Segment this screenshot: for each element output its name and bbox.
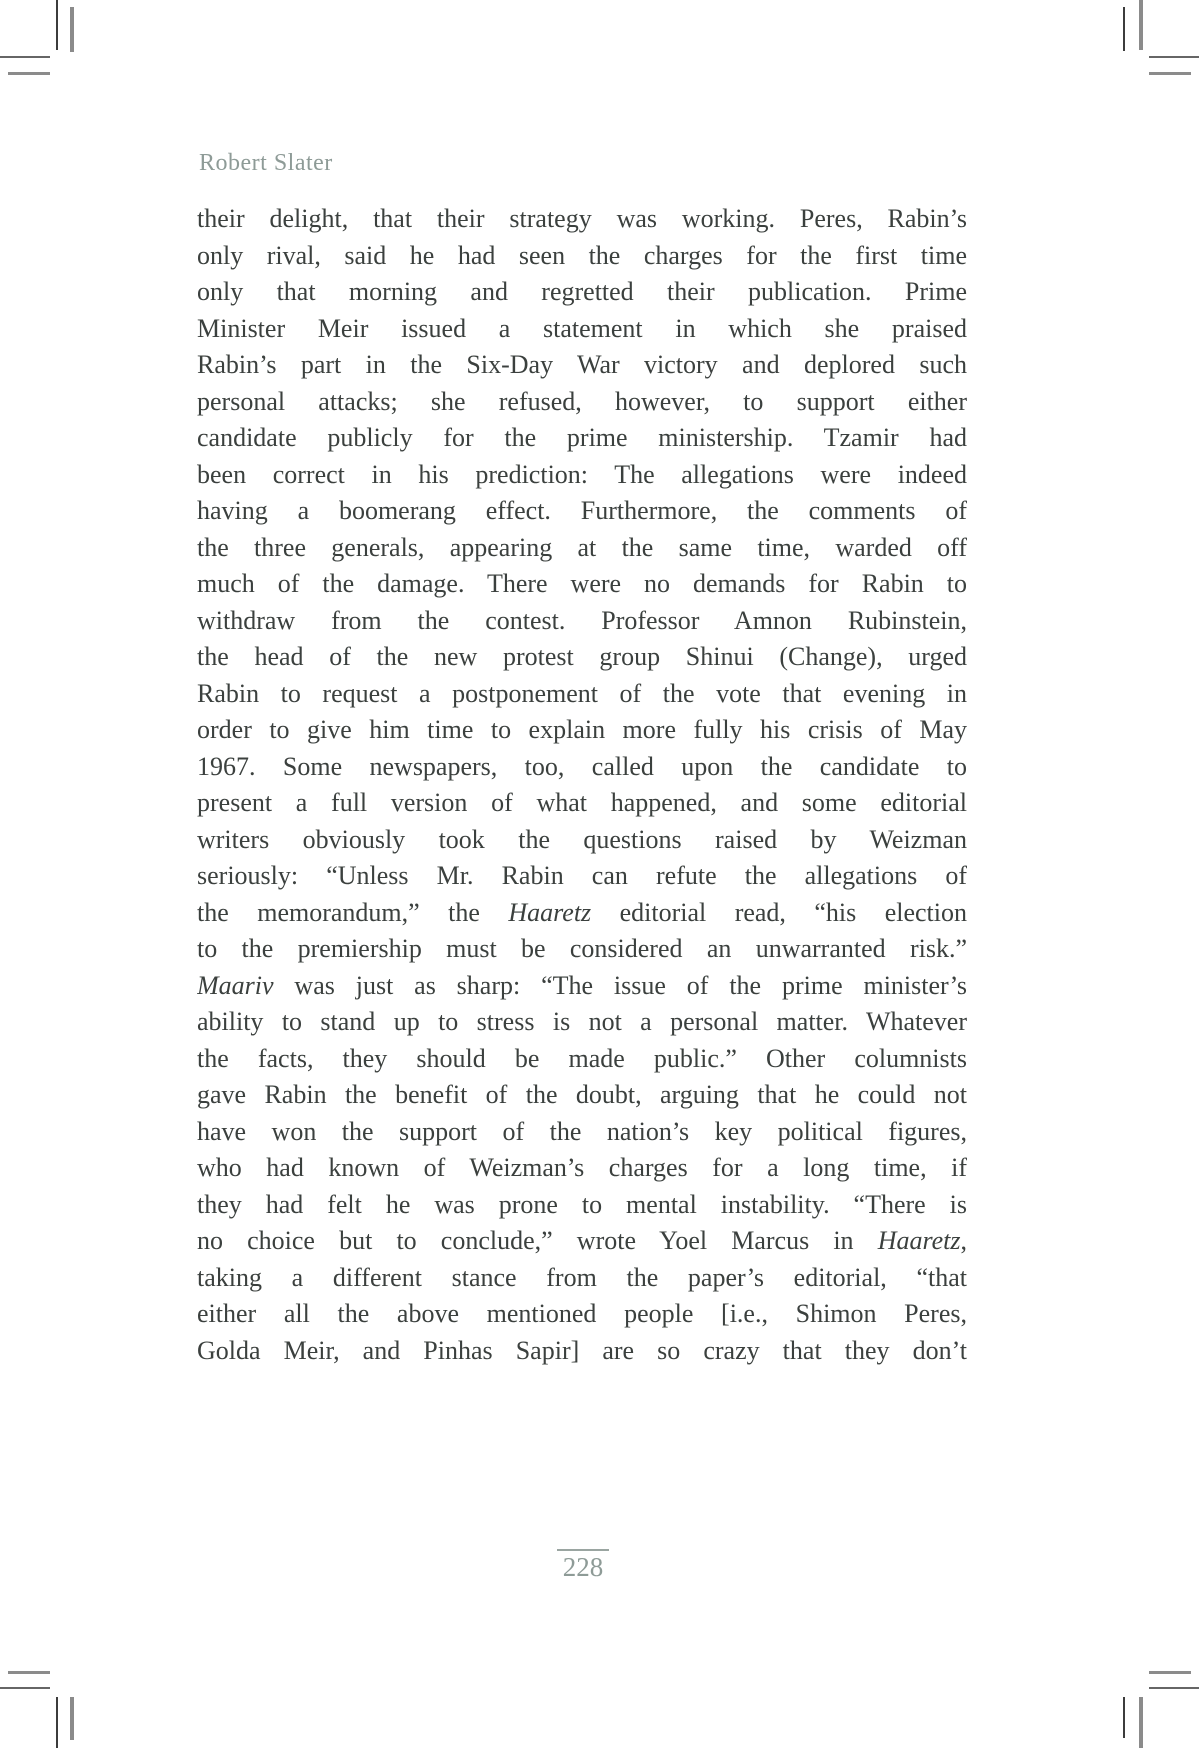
text-line: have won the support of the nation’s key political figures, (197, 1116, 967, 1146)
text-line: Maariv was just as sharp: “The issue of the prime minister’s (197, 970, 967, 1000)
crop-mark-bottom-left-horizontal-outer (0, 1687, 50, 1689)
text-line: gave Rabin the benefit of the doubt, arguing that he could not (197, 1080, 967, 1109)
crop-mark-bottom-left-vertical-inner (56, 1697, 58, 1748)
crop-mark-top-right-vertical-outer (1139, 0, 1143, 50)
footer-rule (557, 1549, 609, 1551)
page-number: 228 (562, 1552, 604, 1582)
text-line: their delight, that their strategy was working. Peres, Rabin’s (197, 204, 967, 233)
text-line: they had felt he was prone to mental instability. “There is (197, 1189, 967, 1219)
text-line: Minister Meir issued a statement in which she praised (197, 313, 967, 343)
crop-mark-bottom-right-horizontal-outer (1149, 1687, 1199, 1689)
text-line: taking a different stance from the paper’s editorial, “that (197, 1262, 967, 1292)
crop-mark-bottom-right-vertical-outer (1139, 1697, 1143, 1748)
page-footer (555, 1549, 611, 1582)
text-line: the facts, they should be made public.” Other columnists (197, 1043, 967, 1073)
crop-mark-top-right-horizontal-outer (1149, 56, 1199, 58)
text-line: only rival, said he had seen the charges for the first time (197, 240, 967, 270)
text-line: either all the above mentioned people [i.e., Shimon Peres, (197, 1299, 967, 1328)
text-line: present a full version of what happened, and some editorial (197, 788, 967, 817)
body-text (197, 201, 967, 1369)
text-line: been correct in his prediction: The allegations were indeed (197, 459, 967, 489)
text-line: the memorandum,” the Haaretz editorial read, “his election (197, 897, 967, 927)
text-line: the head of the new protest group Shinui (Change), urged (197, 642, 967, 671)
text-line: writers obviously took the questions raised by Weizman (197, 824, 967, 854)
crop-mark-top-left-vertical-outer (70, 7, 74, 52)
crop-mark-bottom-left-vertical-outer (70, 1697, 74, 1740)
crop-mark-bottom-right-vertical-inner (1123, 1697, 1125, 1738)
text-line: to the premiership must be considered an unwarranted risk.” (197, 934, 967, 963)
text-line: much of the damage. There were no demands for Rabin to (197, 569, 967, 598)
text-line: personal attacks; she refused, however, to support either (197, 386, 967, 416)
text-line: the three generals, appearing at the same time, warded off (197, 532, 967, 562)
crop-mark-top-right-vertical-inner (1123, 7, 1125, 51)
crop-mark-top-right-horizontal-inner (1149, 72, 1191, 75)
text-line: ability to stand up to stress is not a personal matter. Whatever (197, 1007, 967, 1036)
crop-mark-bottom-right-horizontal-inner (1149, 1671, 1191, 1674)
crop-mark-top-left-horizontal-inner (8, 72, 50, 75)
text-line: seriously: “Unless Mr. Rabin can refute the allegations of (197, 861, 967, 890)
text-line: Rabin’s part in the Six-Day War victory and deplored such (197, 350, 967, 379)
text-line: no choice but to conclude,” wrote Yoel Marcus in Haaretz, (197, 1226, 967, 1255)
text-line: order to give him time to explain more fully his crisis of May (197, 715, 967, 744)
crop-mark-top-left-vertical-inner (56, 0, 58, 50)
text-line: who had known of Weizman’s charges for a long time, if (197, 1153, 967, 1182)
text-line: having a boomerang effect. Furthermore, the comments of (197, 496, 967, 525)
text-line: withdraw from the contest. Professor Amnon Rubinstein, (197, 605, 967, 635)
crop-mark-top-left-horizontal-outer (0, 56, 50, 58)
text-line: only that morning and regretted their publication. Prime (197, 277, 967, 306)
text-line: Rabin to request a postponement of the vote that evening in (197, 678, 967, 708)
text-line: candidate publicly for the prime ministership. Tzamir had (197, 423, 967, 452)
text-line: Golda Meir, and Pinhas Sapir] are so crazy that they don’t (197, 1335, 967, 1365)
text-line: 1967. Some newspapers, too, called upon the candidate to (197, 751, 967, 781)
running-header: Robert Slater (199, 150, 333, 176)
crop-mark-bottom-left-horizontal-inner (8, 1671, 50, 1674)
